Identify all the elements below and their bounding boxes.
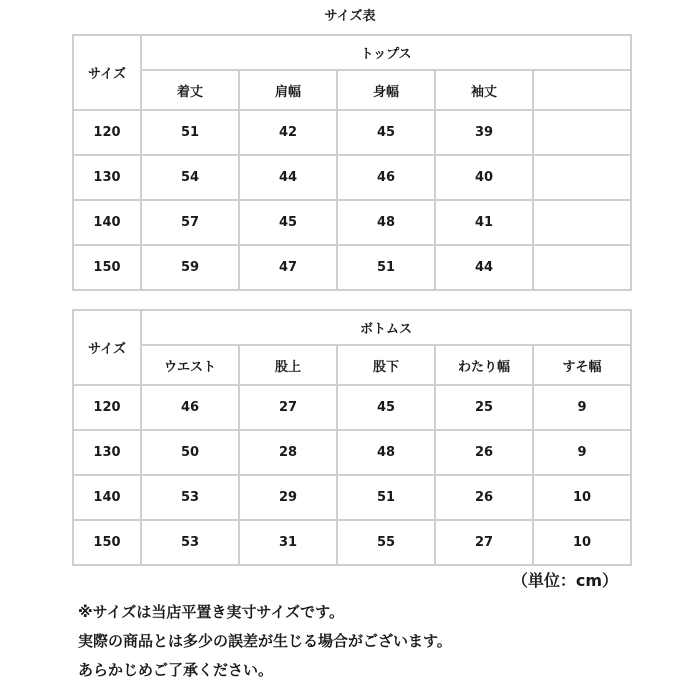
- table-row: [73, 245, 631, 290]
- note-line: ※サイズは当店平置き実寸サイズです。: [78, 603, 344, 621]
- value-cell: 57: [141, 200, 239, 245]
- value-cell: 26: [435, 475, 533, 520]
- table-row: [73, 475, 631, 520]
- value-cell: 40: [435, 155, 533, 200]
- value-cell: 28: [239, 430, 337, 475]
- value-cell: 53: [141, 475, 239, 520]
- value-cell: 27: [239, 385, 337, 430]
- value-cell: 51: [337, 475, 435, 520]
- value-cell: 54: [141, 155, 239, 200]
- size-header-cell: サイズ: [73, 35, 141, 110]
- value-cell: 10: [533, 475, 631, 520]
- size-header-cell: サイズ: [73, 310, 141, 385]
- table-row: [73, 110, 631, 155]
- column-header: 股上: [239, 345, 337, 385]
- value-cell: 44: [239, 155, 337, 200]
- value-cell: 9: [533, 430, 631, 475]
- size-cell: 130: [73, 155, 141, 200]
- table-row: [73, 155, 631, 200]
- column-header: 着丈: [141, 70, 239, 110]
- value-cell: 25: [435, 385, 533, 430]
- value-cell: 46: [337, 155, 435, 200]
- column-header: ウエスト: [141, 345, 239, 385]
- value-cell: 42: [239, 110, 337, 155]
- column-header: わたり幅: [435, 345, 533, 385]
- page-title: サイズ表: [324, 9, 376, 24]
- size-cell: 120: [73, 110, 141, 155]
- column-header: 股下: [337, 345, 435, 385]
- value-cell: [533, 110, 631, 155]
- value-cell: 47: [239, 245, 337, 290]
- size-cell: 130: [73, 430, 141, 475]
- value-cell: 45: [239, 200, 337, 245]
- value-cell: 53: [141, 520, 239, 565]
- value-cell: 44: [435, 245, 533, 290]
- value-cell: 50: [141, 430, 239, 475]
- bottoms-group-header: ボトムス: [141, 310, 631, 345]
- table-row: [73, 520, 631, 565]
- note-line: あらかじめご了承ください。: [78, 661, 274, 679]
- value-cell: [533, 155, 631, 200]
- column-header: [533, 70, 631, 110]
- column-header: 袖丈: [435, 70, 533, 110]
- tops-size-table: [72, 34, 632, 291]
- notes: [78, 598, 452, 685]
- value-cell: [533, 200, 631, 245]
- value-cell: 59: [141, 245, 239, 290]
- value-cell: 46: [141, 385, 239, 430]
- size-cell: 140: [73, 200, 141, 245]
- value-cell: 48: [337, 200, 435, 245]
- value-cell: 45: [337, 385, 435, 430]
- bottoms-size-table: [72, 309, 632, 566]
- column-header: 身幅: [337, 70, 435, 110]
- value-cell: 51: [337, 245, 435, 290]
- size-cell: 120: [73, 385, 141, 430]
- value-cell: 39: [435, 110, 533, 155]
- value-cell: 27: [435, 520, 533, 565]
- column-header: すそ幅: [533, 345, 631, 385]
- value-cell: 29: [239, 475, 337, 520]
- value-cell: 31: [239, 520, 337, 565]
- value-cell: 51: [141, 110, 239, 155]
- value-cell: 48: [337, 430, 435, 475]
- value-cell: 55: [337, 520, 435, 565]
- size-cell: 140: [73, 475, 141, 520]
- column-header: 肩幅: [239, 70, 337, 110]
- size-cell: 150: [73, 245, 141, 290]
- value-cell: 45: [337, 110, 435, 155]
- value-cell: [533, 245, 631, 290]
- value-cell: 9: [533, 385, 631, 430]
- unit-note: （単位：cm）: [511, 571, 618, 590]
- value-cell: 10: [533, 520, 631, 565]
- size-cell: 150: [73, 520, 141, 565]
- tops-group-header: トップス: [141, 35, 631, 70]
- table-row: [73, 430, 631, 475]
- table-row: [73, 200, 631, 245]
- note-line: 実際の商品とは多少の誤差が生じる場合がございます。: [78, 632, 452, 650]
- value-cell: 26: [435, 430, 533, 475]
- table-row: [73, 385, 631, 430]
- value-cell: 41: [435, 200, 533, 245]
